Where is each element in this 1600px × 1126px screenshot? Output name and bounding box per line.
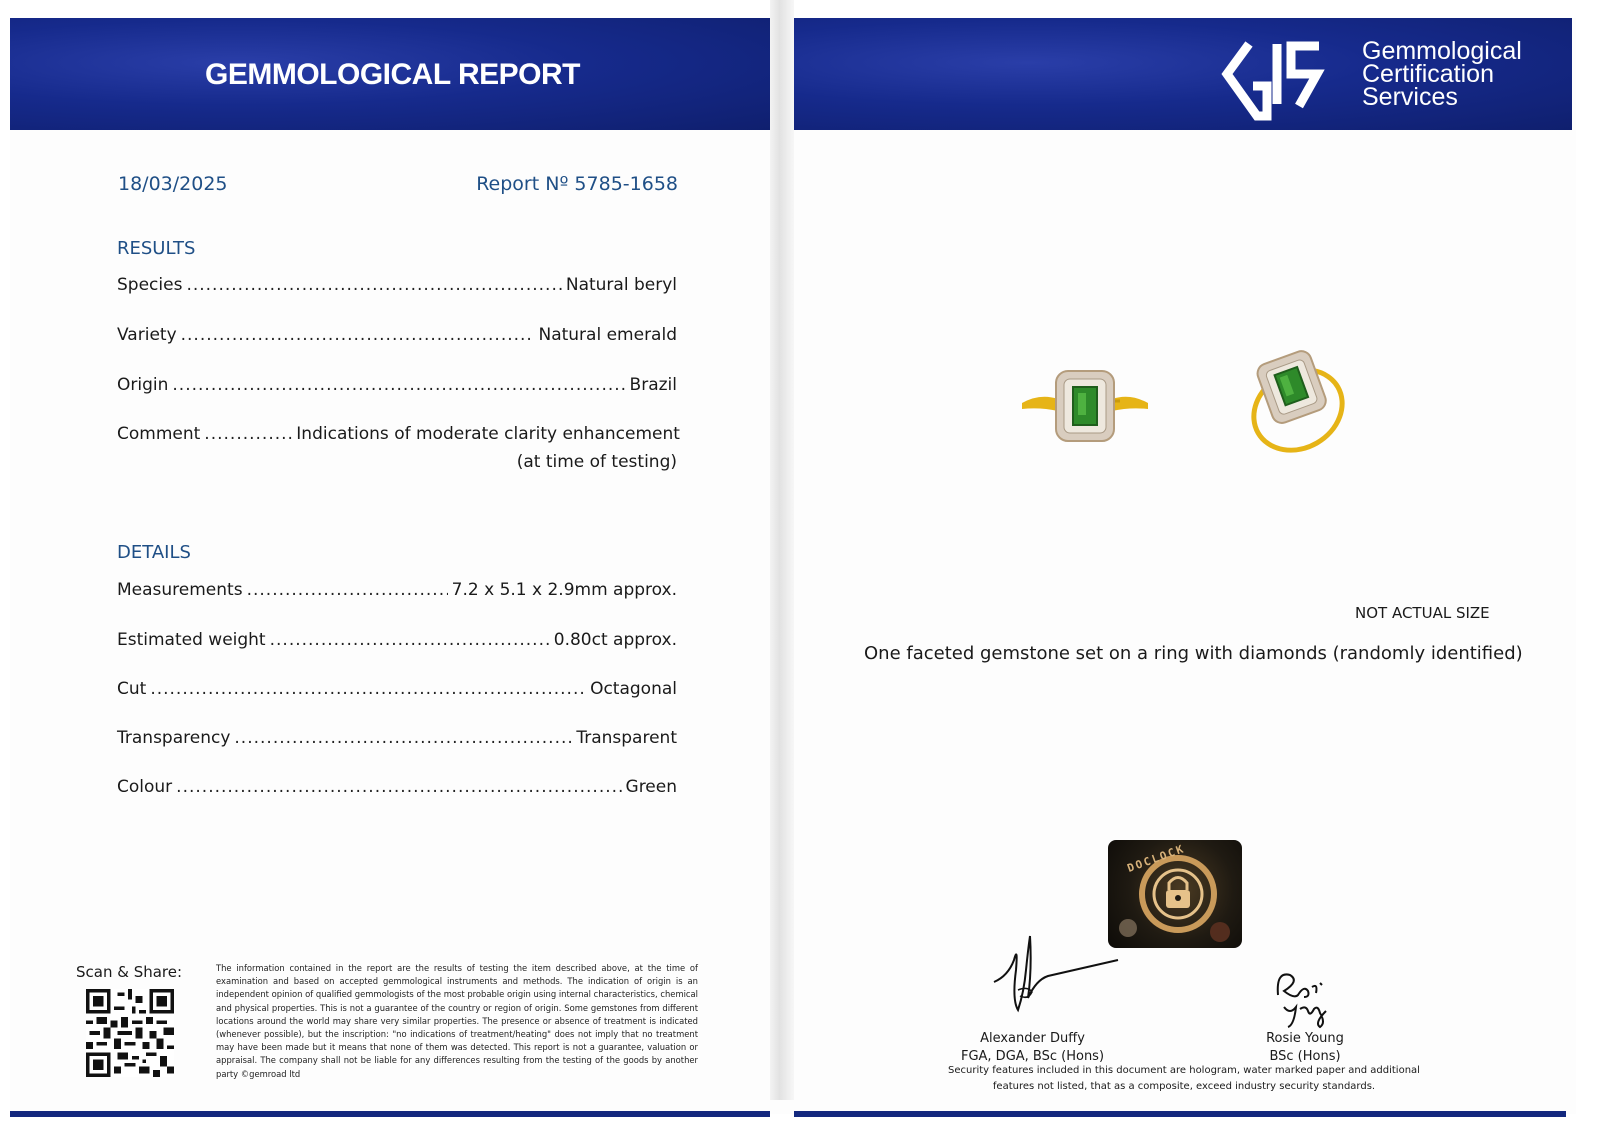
row-value: Indications of moderate clarity enhancement [296, 424, 680, 444]
row-value: 7.2 x 5.1 x 2.9mm approx. [451, 580, 677, 600]
dot-leader [234, 728, 572, 748]
hologram-text: DOCLOCK [1125, 842, 1187, 875]
detail-row-transparency [117, 728, 677, 748]
legal-disclaimer: The information contained in the report are the results of testing the item described above, at the time of examination and based on accepted gemmological instruments and methods. The indication of origin is an independent opinion of qualified gemmologists of the most probable origin using internal characteristics, chemical and physical properties. This is not a guarantee of the country or region of origin. Some gemstones from different locations around the world may share very similar properties. The presence or absence of treatment is indicated (whenever possible), but the inscription: "no indications of treatment/heating" does not imply that no treatment may have been made but it means that none of them was detected. This report is not a guarantee, valuation or appraisal. The company shall not be liable for any differences resulting from the testing of the goods by another party ©gemroad ltd [216, 963, 698, 1079]
row-value: Octagonal [590, 679, 677, 699]
row-label: Colour [117, 777, 173, 797]
row-label: Variety [117, 325, 177, 345]
report-date: 18/03/2025 [118, 173, 228, 195]
dot-leader [186, 275, 561, 295]
comment-continuation: (at time of testing) [516, 452, 677, 472]
signer-credentials: FGA, DGA, BSc (Hons) [960, 1049, 1105, 1064]
detail-row-weight [117, 630, 677, 650]
brand-line-2: Certification [1362, 60, 1494, 88]
brand-line-1: Gemmological [1362, 37, 1522, 65]
signer-credentials: BSc (Hons) [1269, 1049, 1341, 1064]
row-label: Species [117, 275, 183, 295]
brand-name [1362, 37, 1522, 111]
dot-leader [176, 777, 621, 797]
row-value: Brazil [629, 375, 677, 395]
row-label: Cut [117, 679, 147, 699]
footer-bar-left [10, 1111, 770, 1117]
row-label: Measurements [117, 580, 243, 600]
header-banner-right [794, 18, 1572, 130]
details-heading: DETAILS [117, 542, 191, 563]
signer-name: Alexander Duffy [980, 1031, 1085, 1046]
detail-row-cut [117, 679, 677, 699]
row-value: Green [625, 777, 677, 797]
detail-row-measurements [117, 580, 677, 600]
signature-rosie-young [1270, 965, 1350, 1031]
qr-code-icon[interactable] [86, 989, 174, 1077]
security-hologram [1108, 840, 1242, 948]
report-title: GEMMOLOGICAL REPORT [205, 58, 580, 91]
row-value: Transparent [576, 728, 677, 748]
signer-name: Rosie Young [1266, 1031, 1344, 1046]
row-label: Transparency [117, 728, 231, 748]
ring-angle-image [1240, 350, 1350, 462]
page-fold [770, 0, 794, 1100]
dot-leader [150, 679, 586, 699]
row-label: Origin [117, 375, 169, 395]
result-row-species [117, 275, 677, 295]
row-label: Estimated weight [117, 630, 266, 650]
row-value: Natural emerald [538, 325, 677, 345]
scan-share-label: Scan & Share: [76, 963, 183, 981]
header-banner-left [10, 18, 770, 130]
security-note: Security features included in this document are hologram, water marked paper and additional features not listed, that as a composite, exceed industry security standards. [948, 1065, 1420, 1092]
brand-line-3: Services [1362, 83, 1458, 111]
row-value: 0.80ct approx. [553, 630, 677, 650]
not-actual-size-note: NOT ACTUAL SIZE [1355, 604, 1490, 622]
row-label: Comment [117, 424, 201, 444]
result-row-origin [117, 375, 677, 395]
dot-leader [204, 424, 292, 444]
dot-leader [270, 630, 550, 650]
report-number: Report Nº 5785-1658 [476, 173, 678, 195]
gcs-logo-icon [1219, 34, 1329, 124]
signer-2 [1240, 1030, 1370, 1066]
result-row-comment [117, 424, 680, 444]
dot-leader [181, 325, 535, 345]
result-row-variety [117, 325, 677, 345]
detail-row-colour [117, 777, 677, 797]
footer-bar-right [794, 1111, 1566, 1117]
results-heading: RESULTS [117, 238, 196, 259]
ring-front-image [1020, 365, 1150, 455]
dot-leader [247, 580, 448, 600]
row-value: Natural beryl [565, 275, 677, 295]
item-description: One faceted gemstone set on a ring with diamonds (randomly identified) [864, 643, 1523, 664]
signer-1 [950, 1030, 1115, 1066]
signature-alexander-duffy [988, 930, 1128, 1030]
dot-leader [172, 375, 625, 395]
